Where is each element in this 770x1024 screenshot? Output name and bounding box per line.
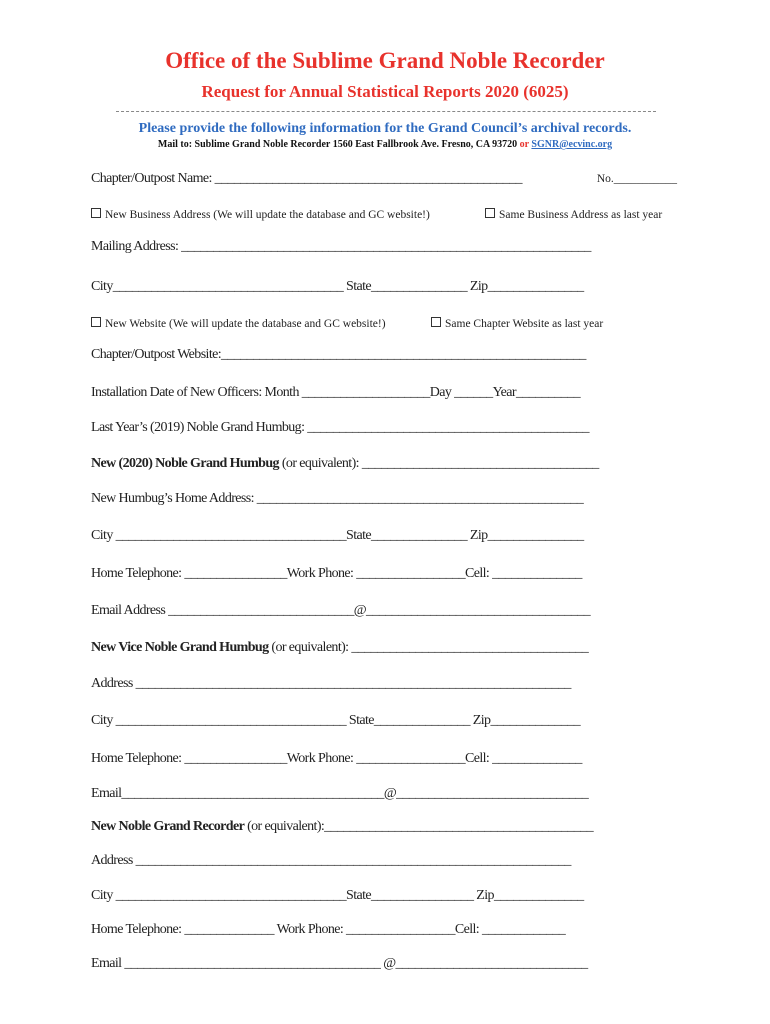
new-address-option[interactable]: New Business Address (We will update the database and GC website!) (91, 206, 430, 224)
address-field[interactable]: Address ____________________________________________________________________ (91, 676, 571, 691)
phone-fields[interactable]: Home Telephone: ________________Work Phone: _________________Cell: ______________ (91, 566, 582, 581)
mail-to-address: Mail to: Sublime Grand Noble Recorder 1560 East Fallbrook Ave. Fresno, CA 93720 (157, 139, 518, 150)
mailing-address-field[interactable]: Mailing Address: ________________________________________________________________ (91, 239, 591, 254)
page-subtitle: Request for Annual Statistical Reports 2020 (6025) (201, 82, 569, 101)
contact-email-link[interactable]: SGNR@ecvinc.org (531, 139, 613, 150)
vice-humbug-field[interactable]: New Vice Noble Grand Humbug (or equivalent): _____________________________________ (91, 640, 589, 655)
email-field[interactable]: Email ________________________________________ @______________________________ (91, 956, 588, 971)
installation-date-field[interactable]: Installation Date of New Officers: Month ____________________Day ______Year__________ (91, 385, 580, 400)
phone-fields[interactable]: Home Telephone: ______________ Work Phone: _________________Cell: _____________ (91, 922, 566, 937)
checkbox-icon[interactable] (485, 208, 495, 218)
city-state-zip-field[interactable]: City ____________________________________State_______________ Zip_______________ (91, 528, 584, 543)
email-field[interactable]: Email_________________________________________@______________________________ (91, 786, 589, 801)
mailing-instruction (0, 139, 770, 150)
checkbox-icon[interactable] (431, 317, 441, 327)
new-humbug-field[interactable]: New (2020) Noble Grand Humbug (or equivalent): _____________________________________ (91, 456, 599, 471)
humbug-address-field[interactable]: New Humbug’s Home Address: ___________________________________________________ (91, 491, 584, 506)
city-state-zip-field[interactable]: City____________________________________ State_______________ Zip_______________ (91, 279, 584, 294)
chapter-name-label: Chapter/Outpost Name: ________________________________________________ (91, 171, 522, 186)
phone-fields[interactable]: Home Telephone: ________________Work Phone: _________________Cell: ______________ (91, 751, 582, 766)
city-state-zip-field[interactable]: City ____________________________________State________________ Zip______________ (91, 888, 584, 903)
same-address-option[interactable]: Same Business Address as last year (485, 206, 662, 224)
instruction-note: Please provide the following information for the Grand Council’s archival records. (138, 121, 632, 136)
page-title: Office of the Sublime Grand Noble Recorder (165, 48, 605, 73)
checkbox-icon[interactable] (91, 317, 101, 327)
new-humbug-label: New (2020) Noble Grand Humbug (91, 456, 279, 471)
last-year-humbug-field[interactable]: Last Year’s (2019) Noble Grand Humbug: ____________________________________________ (91, 420, 589, 435)
new-website-option[interactable]: New Website (We will update the database and GC website!) (91, 315, 386, 333)
dashed-divider (116, 111, 656, 112)
chapter-website-field[interactable]: Chapter/Outpost Website:_________________________________________________________ (91, 347, 586, 362)
recorder-field[interactable]: New Noble Grand Recorder (or equivalent):__________________________________________ (91, 819, 593, 834)
chapter-name-field[interactable] (91, 170, 677, 188)
recorder-label: New Noble Grand Recorder (91, 819, 245, 834)
city-state-zip-field[interactable]: City ____________________________________ State_______________ Zip______________ (91, 713, 581, 728)
vice-humbug-label: New Vice Noble Grand Humbug (91, 640, 269, 655)
same-website-option[interactable]: Same Chapter Website as last year (431, 315, 603, 333)
chapter-number-field[interactable]: No.___________ (596, 173, 677, 185)
checkbox-icon[interactable] (91, 208, 101, 218)
address-field[interactable]: Address ____________________________________________________________________ (91, 853, 571, 868)
email-field[interactable]: Email Address _____________________________@___________________________________ (91, 603, 591, 618)
or-text: or (519, 139, 529, 150)
